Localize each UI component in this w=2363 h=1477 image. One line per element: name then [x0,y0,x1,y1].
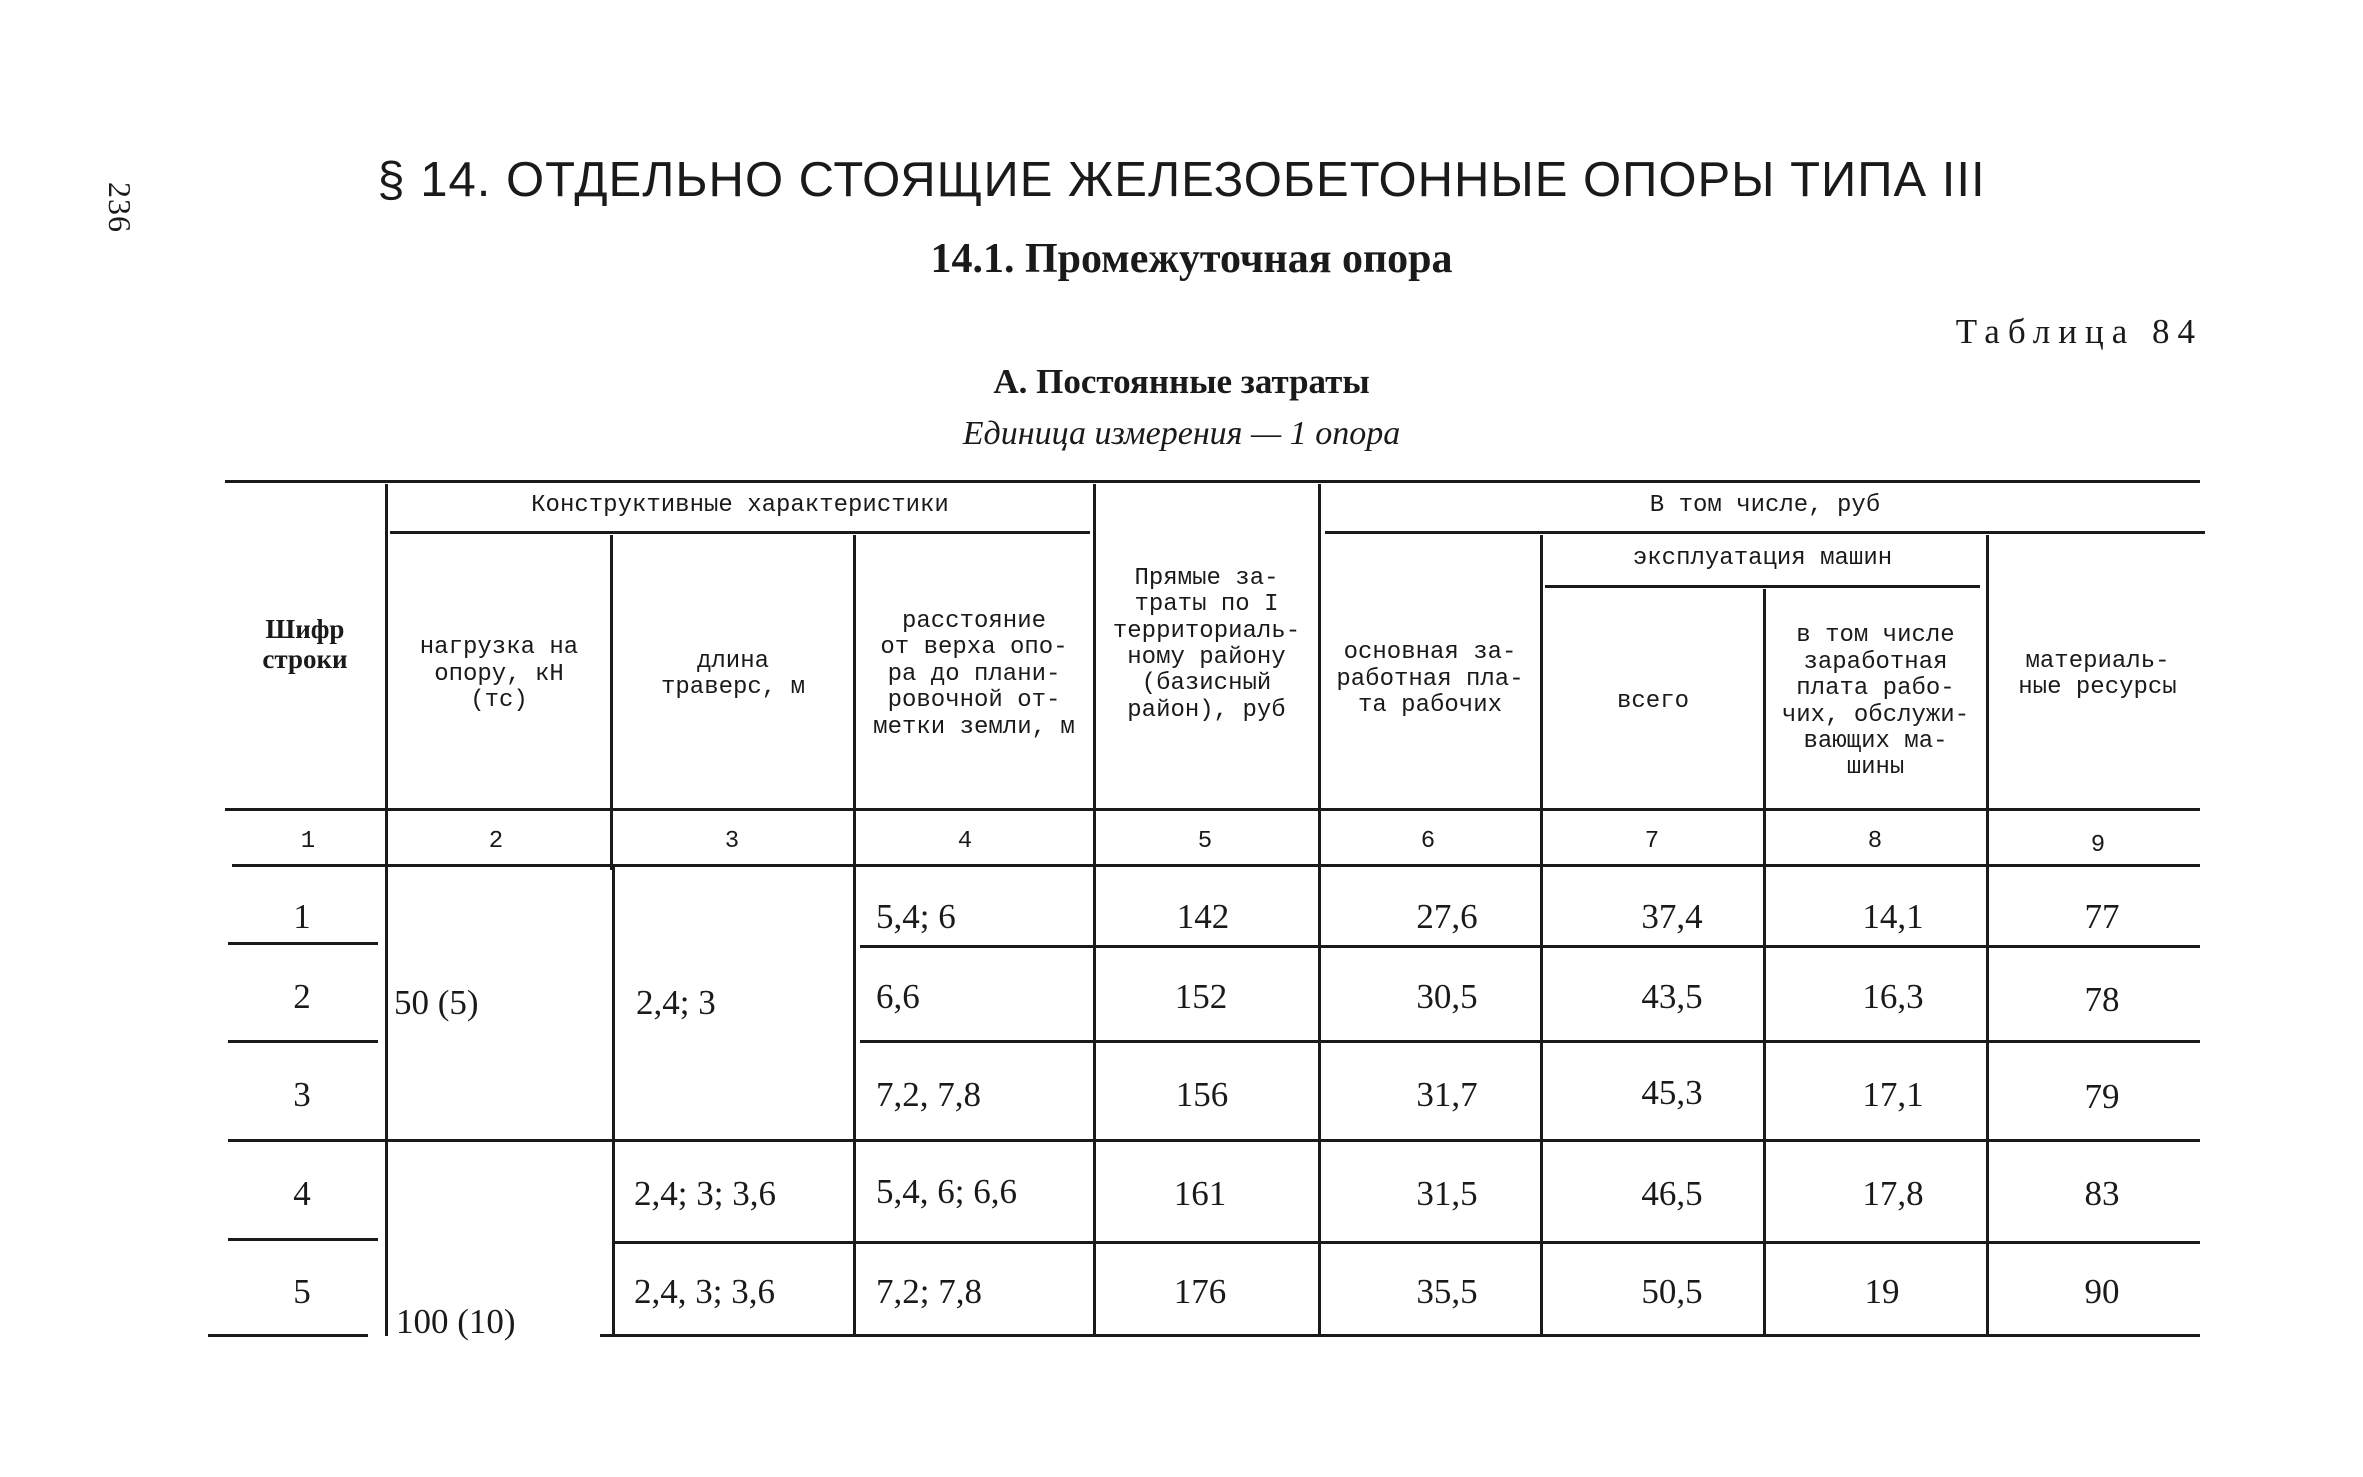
table-bottom-rule [600,1334,2200,1337]
machines-total-value: 43,5 [1641,977,1703,1016]
column-number: 5 [1197,828,1213,855]
column-number: 2 [488,828,504,855]
row-rule-2 [860,1040,2200,1043]
section-title: § 14. ОТДЕЛЬНО СТОЯЩИЕ ЖЕЛЕЗОБЕТОННЫЕ ОПОРЫ ТИПА III [377,153,1986,207]
column-number: 9 [2090,832,2106,859]
header-load: нагрузка на опору, кН (тс) [419,634,579,715]
header-machines-total: всего [1616,688,1689,716]
base-wage-value: 35,5 [1416,1272,1478,1311]
distance-value: 6,6 [876,977,920,1016]
distance-value: 5,4; 6 [876,897,956,936]
unit-line: Единица измерения — 1 опора [962,415,1401,452]
column-number: 1 [300,828,316,855]
base-wage-value: 30,5 [1416,977,1478,1016]
traverse-value: 2,4, 3; 3,6 [634,1272,775,1311]
base-wage-value: 27,6 [1416,897,1478,936]
materials-value: 79 [2084,1077,2120,1116]
machines-total-value: 50,5 [1641,1272,1703,1311]
materials-value: 90 [2084,1272,2120,1311]
row-rule-3 [228,1139,2200,1142]
load-value: 100 (10) [396,1302,516,1341]
machines-total-value: 37,4 [1641,897,1703,936]
col-rule-7 [1763,589,1766,1336]
header-group-machines: эксплуатация машин [1632,544,1893,572]
subsection-title: 14.1. Промежуточная опора [930,236,1453,282]
numbers-bottom-rule [232,864,2200,867]
distance-value: 7,2; 7,8 [876,1272,982,1311]
base-wage-value: 31,7 [1416,1075,1478,1114]
page-number: 236 [102,182,138,233]
row-rule-2-code [228,1040,378,1043]
machines-wage-value: 19 [1864,1272,1900,1311]
col-rule-3 [853,535,856,1336]
machines-wage-value: 14,1 [1862,897,1924,936]
header-distance: расстояние от верха опо- ра до плани- ровочной от- метки земли, м [873,608,1075,741]
row-code: 4 [293,1174,311,1213]
header-direct-costs: Прямые за- траты по I территориаль- ному району (базисный район), руб [1112,564,1301,724]
header-base-wage: основная за- работная пла- та рабочих [1336,639,1524,720]
machines-wage-value: 16,3 [1862,977,1924,1016]
col-rule-4 [1093,484,1096,1336]
materials-value: 78 [2084,980,2120,1019]
column-number: 7 [1644,828,1660,855]
load-value: 50 (5) [394,983,479,1022]
col-rule-2b [612,866,615,1336]
group-design-rule [390,531,1090,534]
header-row-code: Шифр строки [262,614,348,674]
col-rule-2a [610,535,613,870]
direct-costs-value: 176 [1173,1272,1227,1311]
materials-value: 77 [2084,897,2120,936]
row-code: 5 [293,1272,311,1311]
header-traverse: длина траверс, м [660,647,806,701]
header-materials: материаль- ные ресурсы [2018,647,2177,701]
part-title: А. Постоянные затраты [993,362,1370,401]
direct-costs-value: 142 [1176,897,1230,936]
header-group-design: Конструктивные характеристики [531,491,949,519]
distance-value: 7,2, 7,8 [876,1075,981,1114]
machines-total-value: 46,5 [1641,1174,1703,1213]
table-bottom-rule-left [208,1334,368,1337]
group-machines-rule [1545,585,1980,588]
materials-value: 83 [2084,1174,2120,1213]
column-number: 3 [724,828,740,855]
column-number: 4 [957,828,973,855]
row-code: 3 [293,1075,311,1114]
row-rule-1 [860,945,2200,948]
row-rule-1-code [228,942,378,945]
traverse-value: 2,4; 3; 3,6 [634,1174,776,1213]
traverse-value: 2,4; 3 [636,983,716,1022]
row-rule-4-code [228,1238,378,1241]
machines-total-value: 45,3 [1641,1073,1703,1112]
group-including-rule [1325,531,2205,534]
row-code: 1 [293,897,311,936]
machines-wage-value: 17,8 [1862,1174,1924,1213]
direct-costs-value: 152 [1174,977,1228,1016]
header-machines-wage: в том числе заработная плата рабо- чих, обслужи- вающих ма- шины [1781,622,1970,782]
direct-costs-value: 161 [1173,1174,1227,1213]
row-code: 2 [293,977,311,1016]
column-number: 6 [1420,828,1436,855]
direct-costs-value: 156 [1175,1075,1229,1114]
table-label: Таблица 84 [1955,312,2203,351]
col-rule-5 [1318,484,1321,1336]
base-wage-value: 31,5 [1416,1174,1478,1213]
distance-value: 5,4, 6; 6,6 [876,1172,1017,1211]
column-number: 8 [1867,828,1883,855]
table-top-rule [225,480,2200,483]
header-group-including: В том числе, руб [1649,491,1881,519]
machines-wage-value: 17,1 [1862,1075,1924,1114]
